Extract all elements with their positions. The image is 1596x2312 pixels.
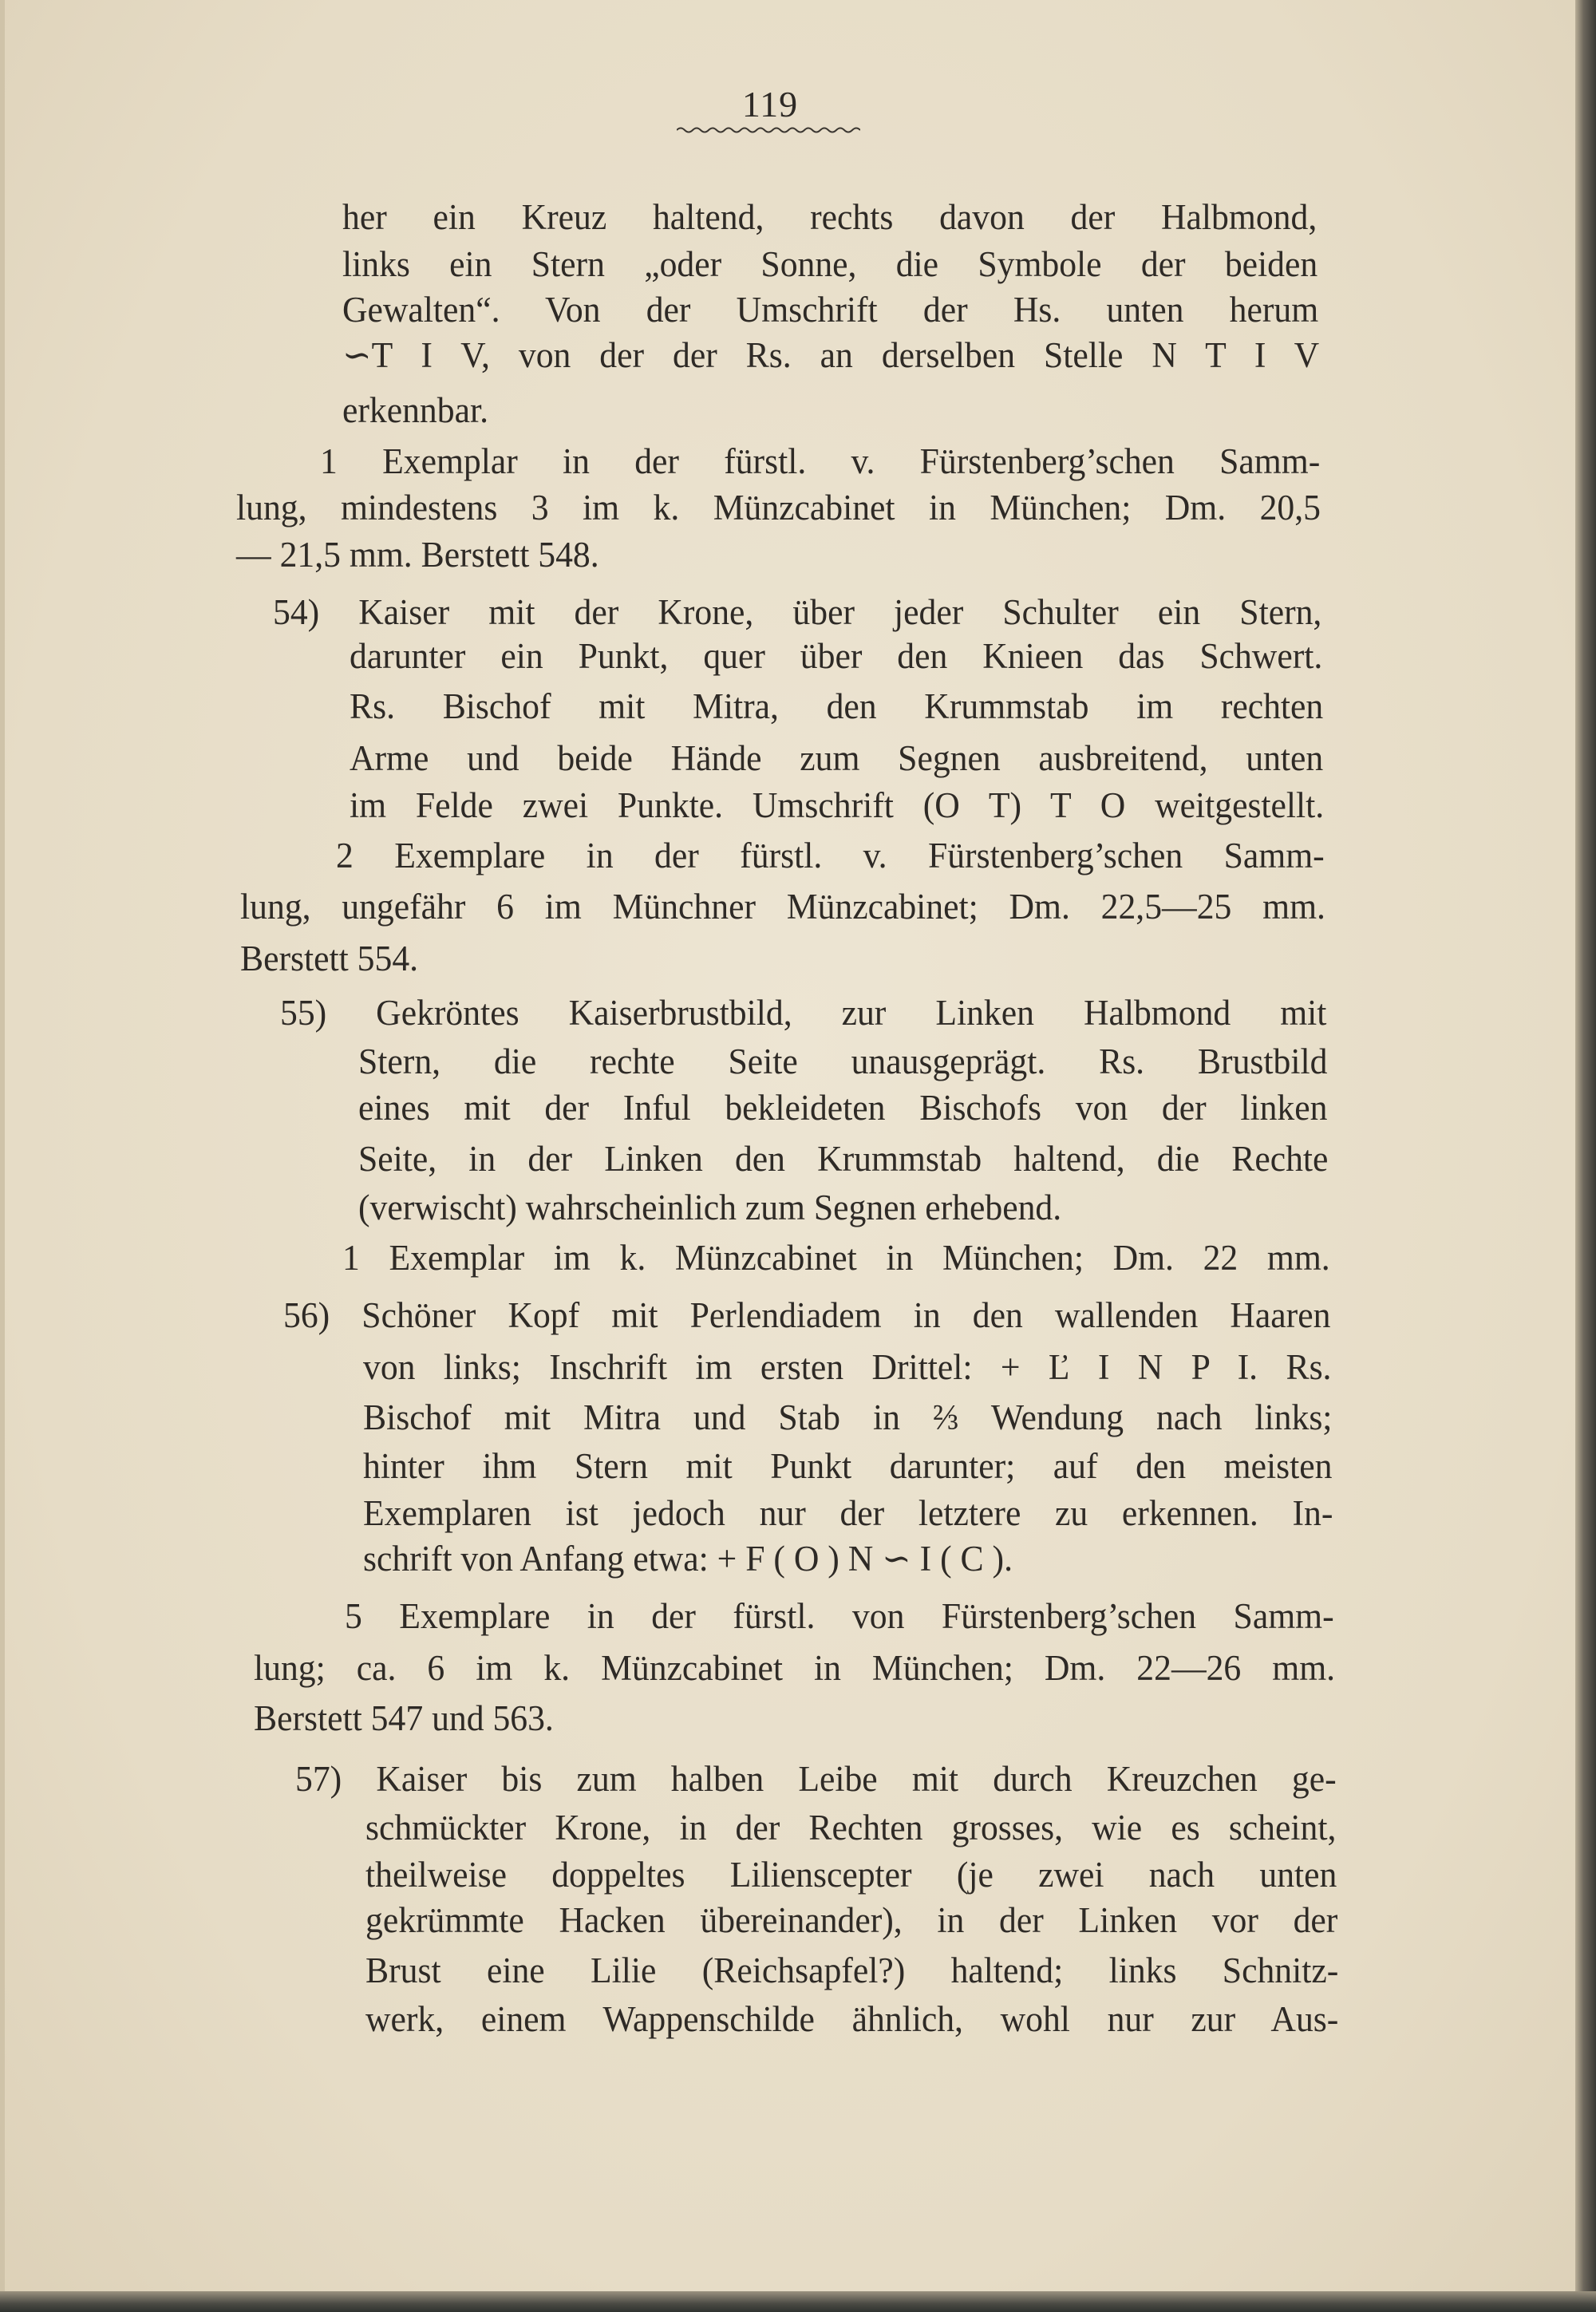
page-left-edge (0, 0, 5, 2312)
text-line: Exemplaren ist jedoch nur der letztere zu erkennen. In- (363, 1493, 1333, 1533)
text-line: 5 Exemplare in der fürstl. von Fürstenberg’schen Samm- (345, 1596, 1334, 1636)
text-line: eines mit der Inful bekleideten Bischofs von der linken (358, 1088, 1328, 1128)
text-line: 54) Kaiser mit der Krone, über jeder Schulter ein Stern, (273, 592, 1322, 632)
text-line: 56) Schöner Kopf mit Perlendiadem in den wallenden Haaren (283, 1295, 1331, 1335)
text-line: theilweise doppeltes Lilienscepter (je zwei nach unten (365, 1855, 1337, 1895)
page-bottom-edge (0, 2291, 1596, 2312)
text-line: darunter ein Punkt, quer über den Knieen das Schwert. (350, 636, 1323, 676)
text-line: 57) Kaiser bis zum halben Leibe mit durch Kreuzchen ge- (295, 1759, 1337, 1799)
text-line: 1 Exemplar in der fürstl. v. Fürstenberg’schen Samm- (320, 441, 1321, 481)
page-number: 119 (741, 84, 799, 124)
text-line: Gewalten“. Von der Umschrift der Hs. unten herum (342, 290, 1319, 330)
text-line: werk, einem Wappenschilde ähnlich, wohl nur zur Aus- (365, 1999, 1339, 2039)
text-line: lung, mindestens 3 im k. Münzcabinet in München; Dm. 20,5 (236, 488, 1321, 528)
text-line: her ein Kreuz haltend, rechts davon der Halbmond, (342, 197, 1317, 237)
text-line: hinter ihm Stern mit Punkt darunter; auf den meisten (363, 1446, 1333, 1486)
text-line: 55) Gekröntes Kaiserbrustbild, zur Linken Halbmond mit (280, 993, 1327, 1033)
text-line: schmückter Krone, in der Rechten grosses, wie es scheint, (365, 1808, 1337, 1848)
text-line: Brust eine Lilie (Reichsapfel?) haltend; links Schnitz- (365, 1950, 1339, 1990)
text-line: lung; ca. 6 im k. Münzcabinet in München; Dm. 22—26 mm. (254, 1648, 1336, 1688)
text-line: schrift von Anfang etwa: + F ( O ) N ∽ I ( C ). (363, 1539, 1013, 1579)
text-line: Arme und beide Hände zum Segnen ausbreitend, unten (350, 738, 1324, 778)
text-line: Stern, die rechte Seite unausgeprägt. Rs. Brustbild (358, 1041, 1328, 1081)
text-line: 2 Exemplare in der fürstl. v. Fürstenberg’schen Samm- (336, 836, 1325, 875)
text-line: lung, ungefähr 6 im Münchner Münzcabinet; Dm. 22,5—25 mm. (240, 887, 1325, 927)
text-line: Bischof mit Mitra und Stab in ⅔ Wendung nach links; (363, 1397, 1333, 1437)
text-line: 1 Exemplar im k. Münzcabinet in München; Dm. 22 mm. (342, 1238, 1330, 1278)
text-line: gekrümmte Hacken übereinander), in der Linken vor der (365, 1900, 1338, 1940)
text-line: Rs. Bischof mit Mitra, den Krummstab im rechten (350, 686, 1324, 726)
text-line: im Felde zwei Punkte. Umschrift (O T) T O weitgestellt. (350, 785, 1325, 825)
text-line: links ein Stern „oder Sonne, die Symbole der beiden (342, 244, 1318, 284)
text-line: ∽T I V, von der der Rs. an derselben Stelle N T I V (342, 335, 1320, 375)
text-line: (verwischt) wahrscheinlich zum Segnen erhebend. (358, 1188, 1062, 1227)
text-line: Berstett 547 und 563. (254, 1698, 554, 1738)
book-binding-edge (1575, 0, 1596, 2312)
text-line: von links; Inschrift im ersten Drittel: + Ľ I N P I. Rs. (363, 1347, 1332, 1387)
text-line: — 21,5 mm. Berstett 548. (236, 535, 599, 575)
text-line: erkennbar. (342, 390, 489, 430)
text-line: Seite, in der Linken den Krummstab haltend, die Rechte (358, 1139, 1329, 1179)
text-line: Berstett 554. (240, 939, 419, 978)
wavy-rule (677, 126, 860, 134)
